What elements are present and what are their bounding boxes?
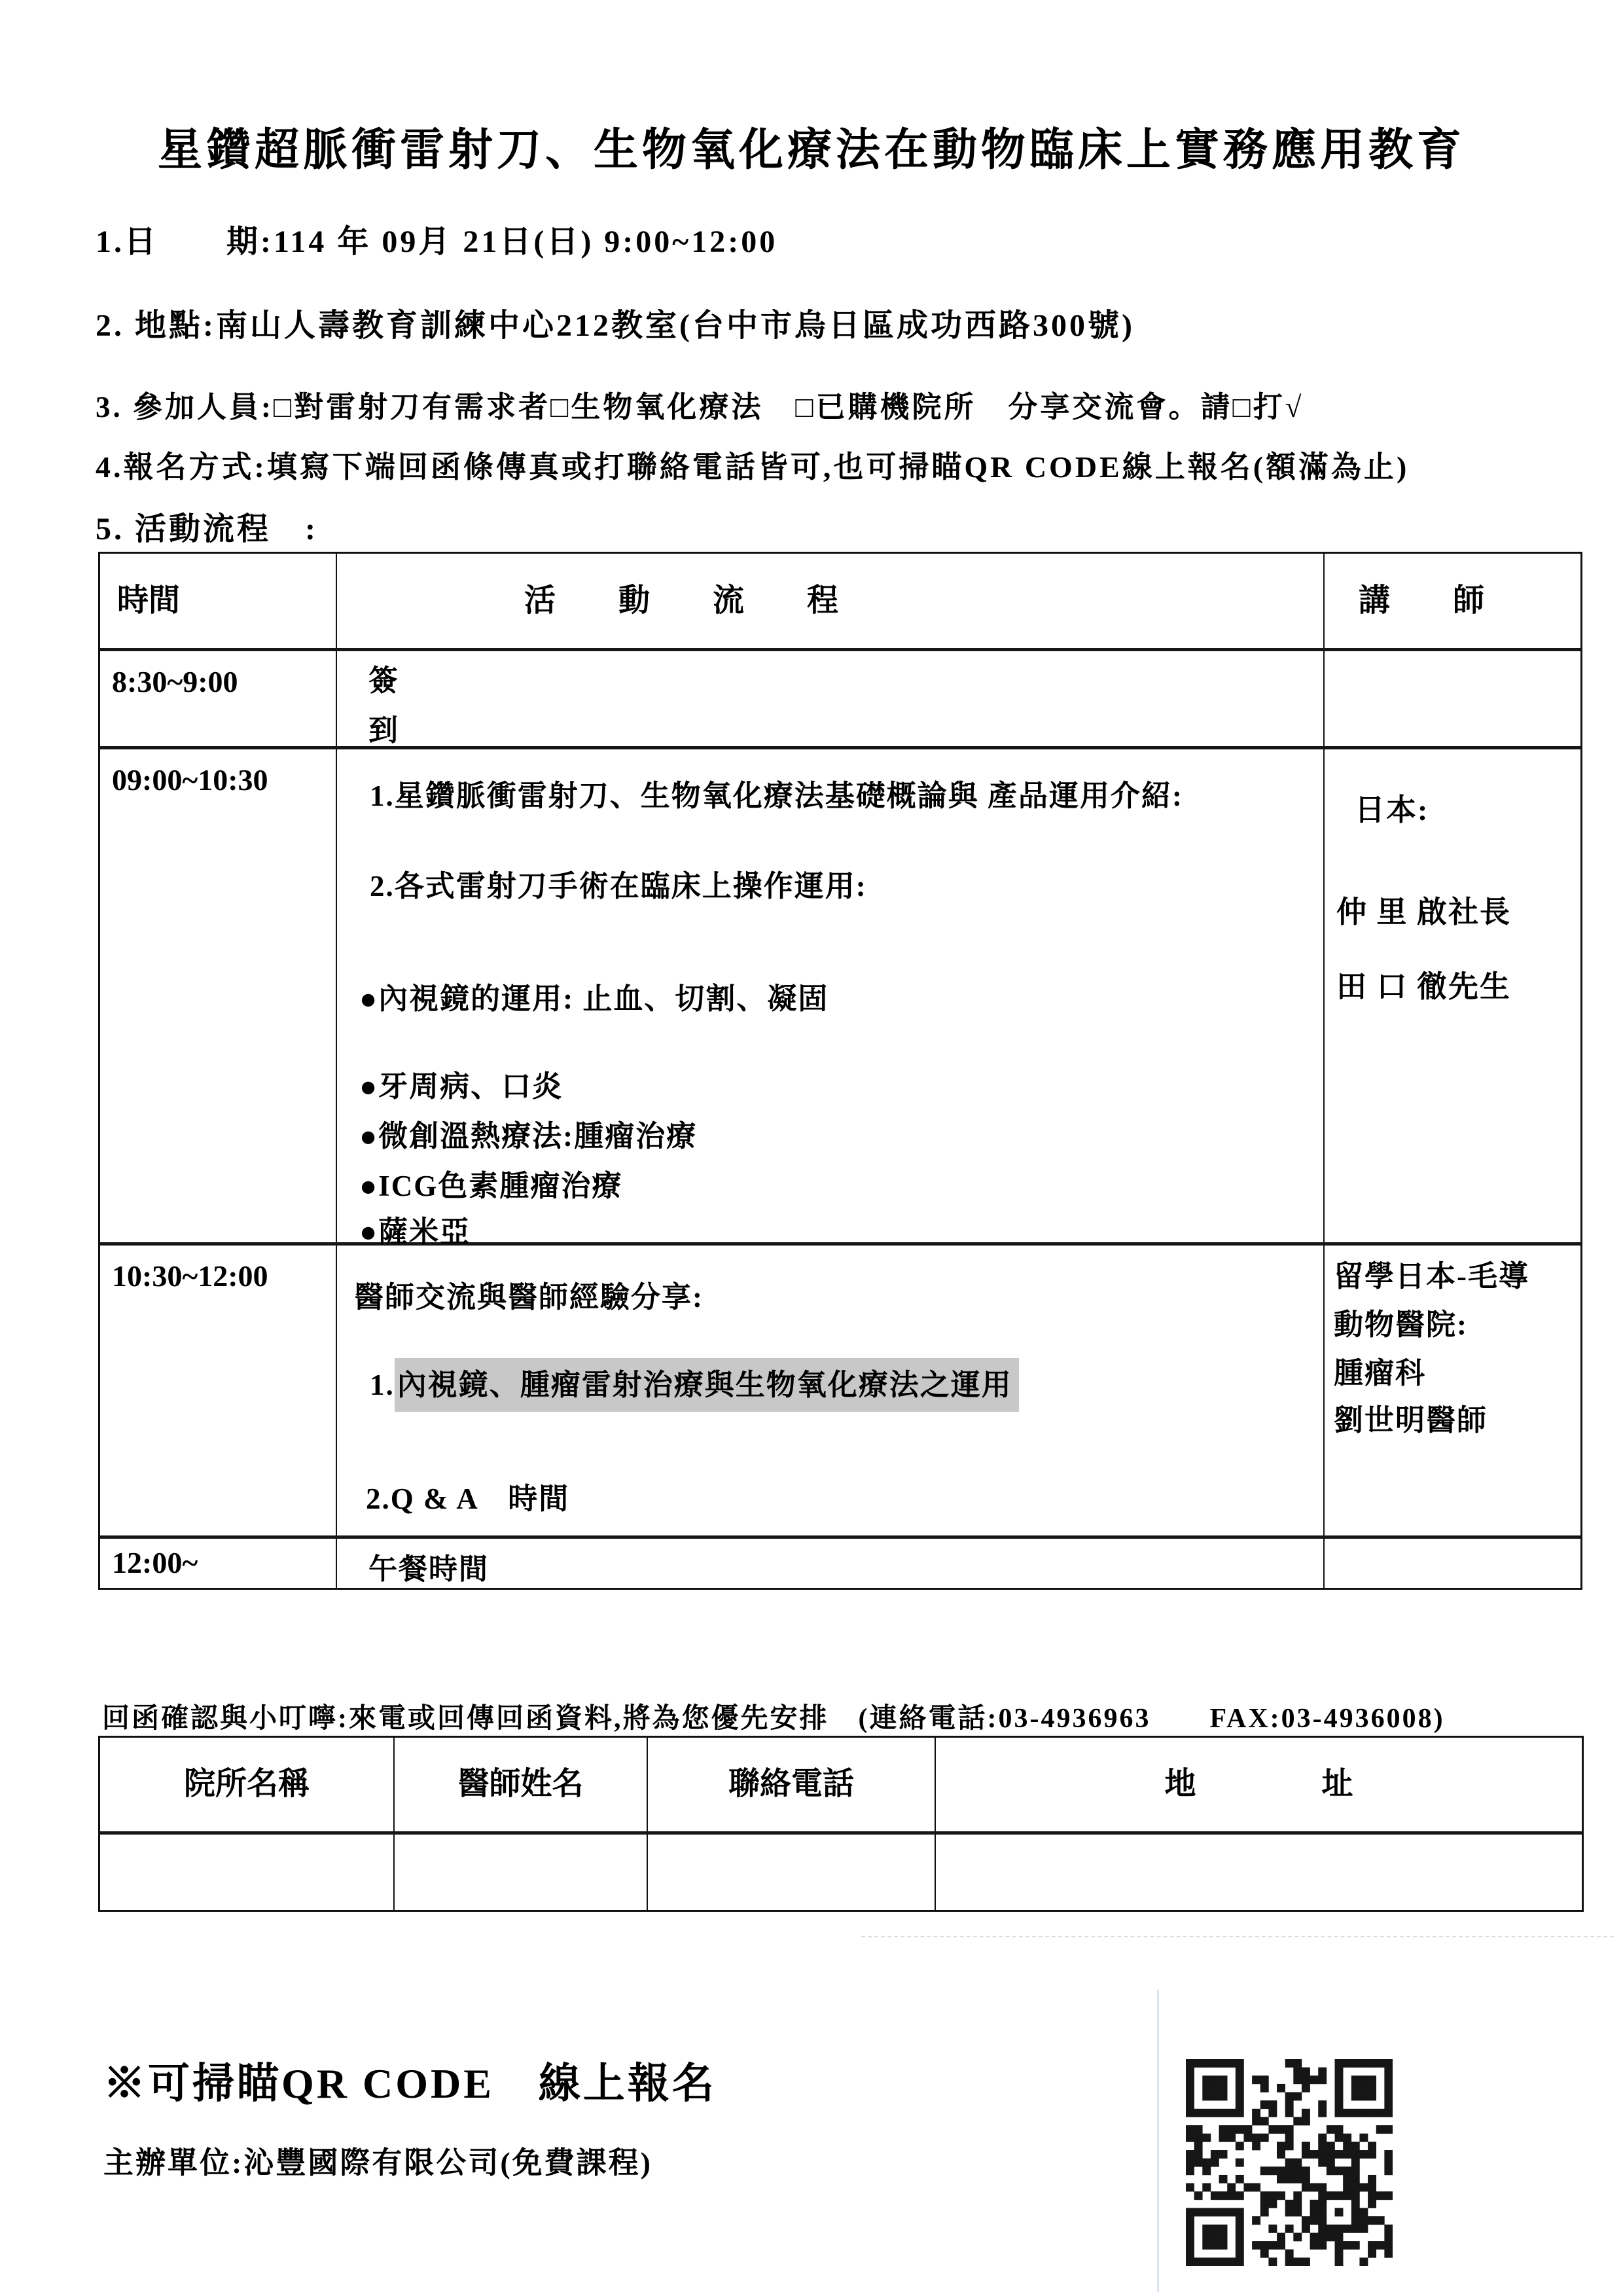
speaker-cell — [1325, 749, 1580, 1242]
scan-artifact-dashes — [861, 1936, 1614, 1937]
activity-line: 午餐時間 — [368, 1553, 489, 1585]
activity-line: 醫師交流與醫師經驗分享: — [354, 1281, 704, 1314]
activity-bullet: ●薩米亞 — [359, 1215, 471, 1248]
reply-cell-phone — [648, 1835, 936, 1910]
speaker-cell — [1325, 651, 1580, 746]
time-cell: 09:00~10:30 — [100, 749, 337, 1242]
activity-line: 簽 — [368, 664, 400, 697]
reply-empty-row — [100, 1835, 1582, 1910]
schedule-header-speaker: 講 師 — [1359, 583, 1485, 618]
qr-scan-note: ※可掃瞄QR CODE 線上報名 — [103, 2060, 717, 2107]
schedule-header-row — [100, 554, 1580, 651]
schedule-row-lecture — [100, 749, 1580, 1246]
activity-line: 2.各式雷射刀手術在臨床上操作運用: — [370, 870, 867, 903]
reply-form-table — [98, 1736, 1584, 1912]
speaker-line: 日本: — [1355, 793, 1429, 827]
qr-code-image — [1186, 2059, 1393, 2266]
reply-cell-doctor — [395, 1835, 648, 1910]
item-number: 1. — [370, 1369, 395, 1401]
activity-bullet: ●ICG色素腫瘤治療 — [359, 1170, 623, 1202]
activity-cell — [337, 1539, 1325, 1588]
organizer-line: 主辦單位:沁豐國際有限公司(免費課程) — [103, 2146, 652, 2179]
time-cell: 8:30~9:00 — [100, 651, 337, 746]
schedule-header-time: 時間 — [100, 554, 337, 648]
schedule-row-sharing — [100, 1246, 1580, 1539]
time-cell: 12:00~ — [100, 1539, 337, 1588]
reply-cell-address — [936, 1835, 1582, 1910]
activity-cell — [337, 651, 1325, 746]
activity-bullet: ●微創溫熱療法:腫瘤治療 — [359, 1120, 698, 1153]
participants-line: 3. 參加人員:□對雷射刀有需求者□生物氧化療法 □已購機院所 分享交流會。請□打√ — [96, 391, 1304, 423]
page-title: 星鑽超脈衝雷射刀、生物氧化療法在動物臨床上實務應用教育 — [157, 125, 1465, 175]
time-cell: 10:30~12:00 — [100, 1246, 337, 1535]
speaker-line: 腫瘤科 — [1334, 1357, 1427, 1390]
reply-note: 回函確認與小叮嚀:來電或回傳回函資料,將為您優先安排 (連絡電話:03-4936963 FAX:03-4936008) — [102, 1704, 1445, 1734]
schedule-row-lunch — [100, 1539, 1580, 1588]
reply-cell-clinic — [100, 1835, 395, 1910]
agenda-label: 5. 活動流程 : — [96, 512, 318, 547]
reply-header-row — [100, 1738, 1582, 1835]
activity-line — [370, 1361, 1019, 1403]
date-line: 1.日 期:114 年 09月 21日(日) 9:00~12:00 — [96, 224, 778, 259]
activity-bullet: ●內視鏡的運用: 止血、切割、凝固 — [359, 982, 829, 1015]
speaker-line: 劉世明醫師 — [1334, 1404, 1488, 1437]
activity-bullet: ●牙周病、口炎 — [359, 1070, 563, 1103]
location-line: 2. 地點:南山人壽教育訓練中心212教室(台中市烏日區成功西路300號) — [96, 308, 1135, 343]
activity-line: 1.星鑽脈衝雷射刀、生物氧化療法基礎概論與 產品運用介紹: — [370, 780, 1183, 812]
highlighted-text: 內視鏡、腫瘤雷射治療與生物氧化療法之運用 — [395, 1358, 1019, 1412]
schedule-header-activity: 活 動 流 程 — [337, 554, 1325, 648]
activity-cell — [337, 749, 1325, 1248]
speaker-line: 留學日本-毛導 — [1334, 1260, 1529, 1293]
reply-header-clinic: 院所名稱 — [100, 1738, 395, 1831]
speaker-line: 仲 里 啟社長 — [1336, 895, 1511, 929]
activity-line: 到 — [368, 714, 400, 747]
activity-line: 2.Q & A 時間 — [366, 1482, 570, 1515]
registration-line: 4.報名方式:填寫下端回函條傳真或打聯絡電話皆可,也可掃瞄QR CODE線上報名(額滿為止) — [96, 450, 1410, 484]
speaker-line: 田 口 徹先生 — [1336, 970, 1511, 1003]
reply-header-phone: 聯絡電話 — [648, 1738, 936, 1831]
activity-cell — [337, 1246, 1325, 1535]
speaker-cell — [1325, 1246, 1580, 1535]
reply-header-address: 地 址 — [1164, 1767, 1353, 1801]
schedule-table — [98, 552, 1582, 1590]
scan-artifact-line — [1157, 1990, 1159, 2292]
reply-header-doctor: 醫師姓名 — [395, 1738, 648, 1831]
speaker-line: 動物醫院: — [1334, 1308, 1468, 1341]
speaker-cell — [1325, 1539, 1580, 1588]
schedule-row-signin — [100, 651, 1580, 749]
